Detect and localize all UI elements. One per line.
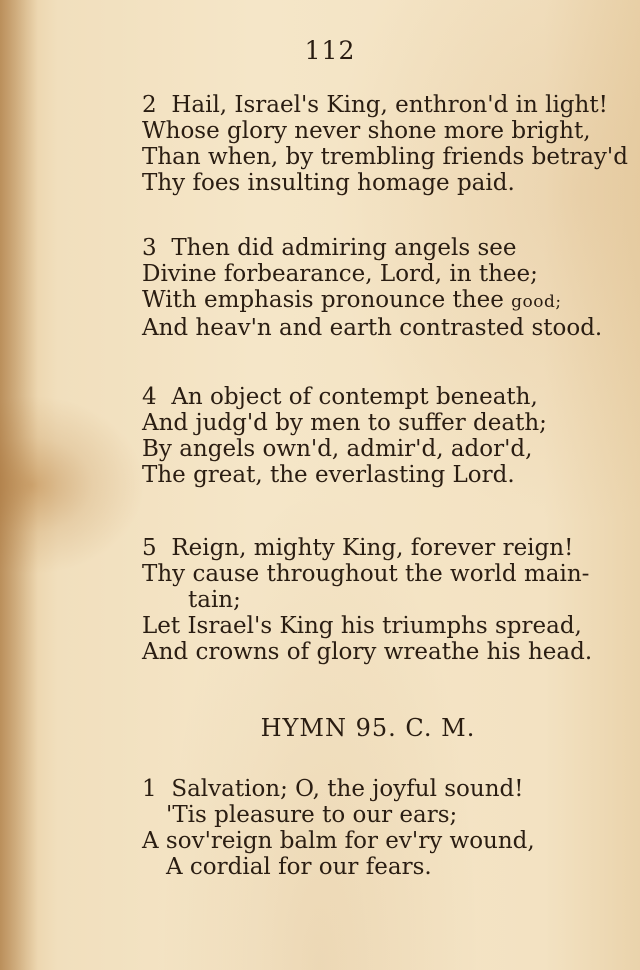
verse-line: Let Israel's King his triumphs spread, [142, 613, 582, 639]
verse-line: By angels own'd, admir'd, ador'd, [142, 436, 533, 462]
verse-line: Whose glory never shone more bright, [142, 118, 591, 144]
verse-line: 4 An object of contempt beneath, [142, 384, 538, 410]
verse-line: And crowns of glory wreathe his head. [142, 639, 593, 665]
verse-4 [142, 384, 547, 488]
verse-line: Than when, by trembling friends betray'd [142, 144, 628, 170]
verse-line: tain; [188, 587, 241, 613]
verse-line: The great, the everlasting Lord. [142, 462, 515, 488]
hymn-95-verse-1 [142, 776, 535, 880]
verse-line: And judg'd by men to suffer death; [142, 410, 547, 436]
verse-line: 2 Hail, Israel's King, enthron'd in light! [142, 92, 608, 118]
verse-line: 3 Then did admiring angels see [142, 235, 517, 261]
verse-line: Thy cause throughout the world main- [142, 561, 590, 587]
small-caps-word: good; [511, 292, 562, 312]
verse-5 [142, 535, 592, 665]
verse-line: A cordial for our fears. [166, 854, 432, 880]
verse-line: 5 Reign, mighty King, forever reign! [142, 535, 574, 561]
verse-2 [142, 92, 628, 196]
verse-line: And heav'n and earth contrasted stood. [142, 315, 603, 341]
verse-3 [142, 235, 602, 341]
verse-line: 'Tis pleasure to our ears; [166, 802, 458, 828]
verse-number: 4 [142, 384, 157, 410]
page-spine-shadow [0, 0, 38, 970]
verse-line: Divine forbearance, Lord, in thee; [142, 261, 538, 287]
verse-line: 1 Salvation; O, the joyful sound! [142, 776, 524, 802]
verse-line: With emphasis pronounce thee good; [142, 287, 562, 313]
verse-number: 2 [142, 92, 157, 118]
hymn-title: HYMN 95. C. M. [260, 714, 476, 742]
page-number: 112 [304, 36, 356, 65]
verse-number: 5 [142, 535, 157, 561]
verse-number: 1 [142, 776, 157, 802]
verse-line: A sov'reign balm for ev'ry wound, [142, 828, 535, 854]
verse-number: 3 [142, 235, 157, 261]
verse-line: Thy foes insulting homage paid. [142, 170, 515, 196]
